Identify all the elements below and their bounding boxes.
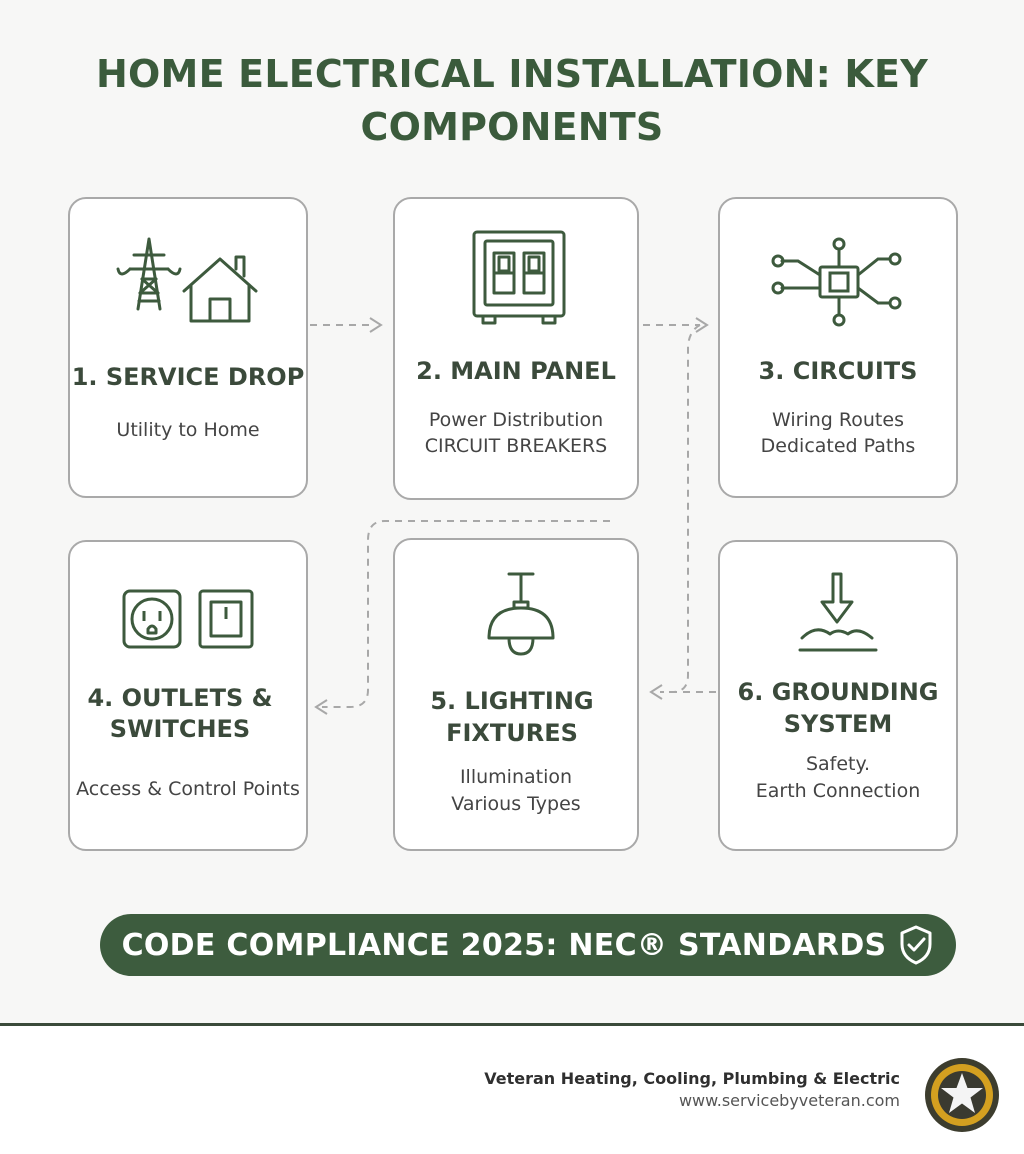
card-title: 1. SERVICE DROP [71, 363, 305, 391]
card-title: 4. OUTLETS & [87, 684, 273, 712]
company-name: Veteran Heating, Cooling, Plumbing & Electric [484, 1069, 900, 1088]
power-tower-house-icon [112, 229, 262, 329]
pendant-lamp-icon [481, 568, 561, 658]
card-desc: Various Types [451, 793, 581, 815]
card-desc: Access & Control Points [76, 778, 300, 800]
page-title: HOME ELECTRICAL INSTALLATION: KEY COMPONENTS [96, 52, 928, 149]
card-lighting-fixtures [393, 538, 639, 851]
website-link[interactable]: www.servicebyveteran.com [678, 1091, 900, 1110]
ground-arrow-icon [794, 568, 884, 658]
card-desc: Safety. [805, 753, 871, 775]
card-title: 3. CIRCUITS [758, 357, 918, 385]
circuit-node-icon [770, 233, 910, 329]
arrow-3-to-5-line [660, 325, 700, 692]
breaker-panel-icon [469, 227, 569, 327]
card-desc: Earth Connection [755, 780, 921, 802]
card-title: 5. LIGHTING [430, 687, 594, 715]
card-desc: CIRCUIT BREAKERS [424, 435, 608, 457]
star-badge-icon [922, 1055, 1002, 1135]
compliance-banner [100, 914, 956, 976]
card-service-drop [68, 197, 308, 498]
card-title: 2. MAIN PANEL [416, 357, 616, 385]
banner-text: CODE COMPLIANCE 2025: NEC® STANDARDS [121, 927, 887, 963]
card-circuits [718, 197, 958, 498]
card-title: SYSTEM [783, 710, 893, 738]
card-title: FIXTURES [446, 719, 578, 747]
card-desc: Dedicated Paths [760, 435, 916, 457]
card-desc: Power Distribution [428, 409, 604, 431]
shield-check-icon [898, 924, 934, 966]
card-title: SWITCHES [109, 715, 251, 743]
card-grounding-system [718, 540, 958, 851]
card-title: 6. GROUNDING [737, 678, 939, 706]
outlet-switch-icon [120, 587, 260, 657]
card-desc: Wiring Routes [772, 409, 904, 431]
card-main-panel [393, 197, 639, 500]
card-desc: Illumination [459, 766, 573, 788]
card-desc: Utility to Home [116, 419, 260, 441]
footer [0, 1026, 1024, 1154]
card-outlets-switches [68, 540, 308, 851]
